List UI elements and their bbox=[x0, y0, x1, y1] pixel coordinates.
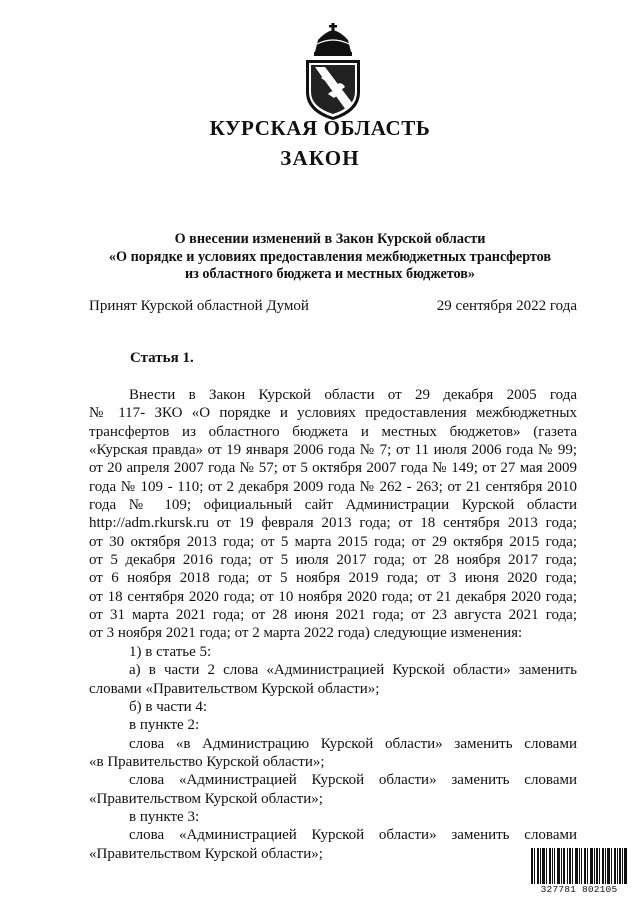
adoption-date: 29 сентября 2022 года bbox=[436, 298, 577, 314]
text-line: от 30 октября 2013 года; от 5 марта 2015 года; от 29 октября 2015 года; bbox=[89, 533, 577, 550]
adoption-row bbox=[89, 298, 577, 315]
text-line: словами «Правительством Курской области»; bbox=[89, 680, 380, 697]
text-line: «Курская правда» от 19 января 2006 года № 7; от 11 июля 2006 года № 99; bbox=[89, 442, 577, 459]
text-line: а) в части 2 слова «Администрацией Курской области» заменить bbox=[129, 662, 577, 679]
text-line: в пункте 3: bbox=[129, 808, 200, 825]
text-line: № 117- ЗКО «О порядке и условиях предоставления межбюджетных bbox=[89, 405, 577, 422]
text-line: «Правительством Курской области»; bbox=[89, 845, 323, 862]
text-line: в пункте 2: bbox=[129, 717, 200, 734]
text-line: трансфертов из областного бюджета и местных бюджетов» (газета bbox=[89, 423, 577, 440]
subject-line: «О порядке и условиях предоставления межбюджетных трансфертов bbox=[108, 248, 552, 265]
law-subject bbox=[70, 231, 590, 284]
text-line: года № 109 - 110; от 2 декабря 2009 года № 262 - 263; от 21 сентября 2010 bbox=[89, 478, 577, 495]
text-line: от 3 ноября 2021 года; от 2 марта 2022 года) следующие изменения: bbox=[89, 625, 523, 642]
text-line: от 5 декабря 2016 года; от 5 июля 2017 года; от 28 ноября 2017 года; bbox=[89, 552, 577, 569]
subject-line: из областного бюджета и местных бюджетов» bbox=[184, 266, 476, 282]
text-line: от 20 апреля 2007 года № 57; от 5 октября 2007 года № 149; от 27 мая 2009 bbox=[89, 460, 577, 477]
region-title: КУРСКАЯ ОБЛАСТЬ bbox=[209, 116, 431, 140]
subject-line: О внесении изменений в Закон Курской области bbox=[174, 231, 486, 247]
text-line: слова «в Администрацию Курской области» заменить словами bbox=[129, 735, 577, 752]
text-line: слова «Администрацией Курской области» заменить словами bbox=[129, 772, 577, 789]
text-line: слова «Администрацией Курской области» заменить словами bbox=[129, 827, 577, 844]
article-body bbox=[89, 386, 577, 863]
text-line: Внести в Закон Курской области от 29 декабря 2005 года bbox=[129, 387, 577, 403]
document-type: ЗАКОН bbox=[280, 146, 360, 170]
coat-of-arms-icon bbox=[301, 22, 365, 122]
text-line: года № 109; официальный сайт Администрации Курской области bbox=[89, 497, 577, 514]
adopted-by: Принят Курской областной Думой bbox=[89, 298, 309, 314]
text-line: от 18 сентября 2020 года; от 10 ноября 2020 года; от 21 декабря 2020 года; bbox=[89, 588, 577, 605]
barcode-number: 327781 802105 bbox=[530, 884, 628, 895]
text-line: от 6 ноября 2018 года; от 5 ноября 2019 года; от 3 июня 2020 года; bbox=[89, 570, 577, 587]
text-line: «Правительством Курской области»; bbox=[89, 790, 323, 807]
text-line: б) в части 4: bbox=[129, 698, 208, 715]
text-line: от 31 марта 2021 года; от 28 июня 2021 года; от 23 августа 2021 года; bbox=[89, 607, 577, 624]
article-title: Статья 1. bbox=[130, 350, 194, 366]
text-line: 1) в статье 5: bbox=[129, 643, 212, 660]
text-line: http://adm.rkursk.ru от 19 февраля 2013 года; от 18 сентября 2013 года; bbox=[89, 515, 577, 532]
text-line: «в Правительство Курской области»; bbox=[89, 753, 325, 770]
